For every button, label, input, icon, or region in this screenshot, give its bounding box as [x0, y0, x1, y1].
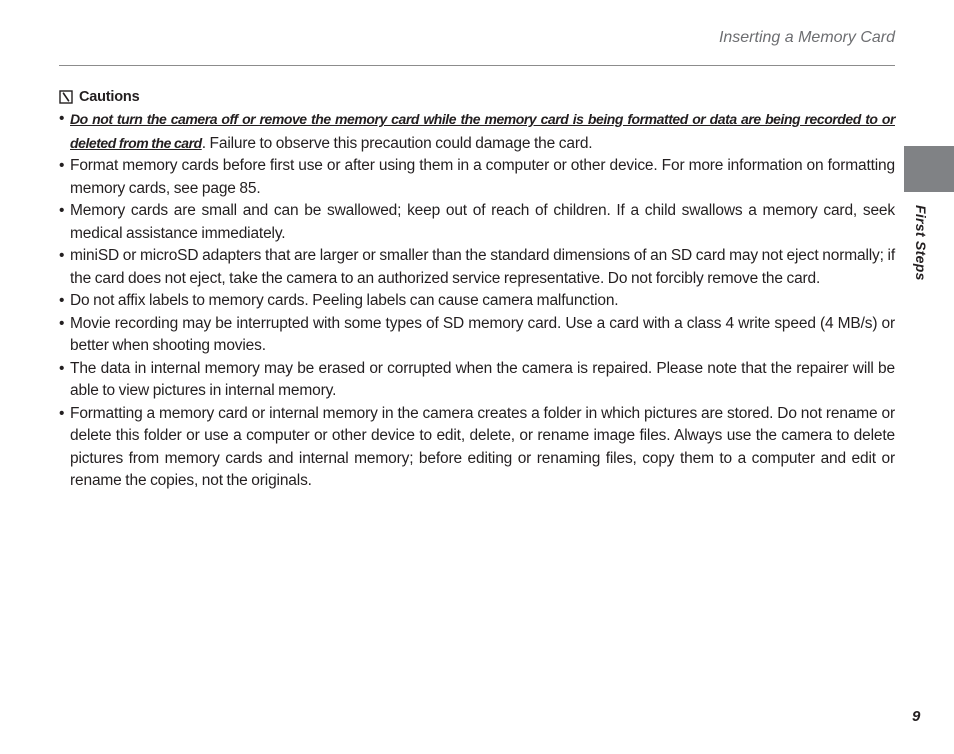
- list-item: [59, 200, 895, 245]
- chapter-label: First Steps: [913, 205, 929, 281]
- list-item: [59, 403, 895, 493]
- bullet: •: [59, 359, 65, 377]
- caution-text: Do not affix labels to memory cards. Peeling labels can cause camera malfunction.: [70, 292, 619, 309]
- caution-text: Formatting a memory card or internal memory in the camera creates a folder in which pictures are stored. Do not rename or delete this folder or use a computer or other device to edit, delete, or rename image files. Always use the camera to delete pictures from memory cards and internal memory; before editing or renaming files, copy them to a computer and edit or rename the copies, not the originals.: [70, 404, 895, 489]
- caution-text: The data in internal memory may be erased or corrupted when the camera is repaired. Please note that the repairer will be able to view pictures in internal memory.: [70, 359, 895, 399]
- caution-icon: [59, 90, 73, 104]
- caution-text: . Failure to observe this precaution could damage the card.: [201, 134, 593, 152]
- caution-text: Memory cards are small and can be swallowed; keep out of reach of children. If a child swallows a memory card, seek medical assistance immediately.: [70, 202, 895, 242]
- page-number: 9: [912, 708, 921, 725]
- bullet: •: [59, 404, 65, 422]
- cautions-list: [59, 108, 895, 493]
- bullet: •: [59, 202, 65, 219]
- caution-text: miniSD or microSD adapters that are larger or smaller than the standard dimensions of an SD card may not eject normally; if the card does not eject, take the camera to an authorized service representative. Do not forcibly remove the card.: [70, 247, 895, 287]
- list-item: [59, 155, 895, 200]
- cautions-heading: [59, 86, 895, 108]
- cautions-heading-text: Cautions: [79, 89, 140, 105]
- cautions-section: [59, 86, 895, 493]
- bullet: •: [59, 247, 65, 264]
- list-item: [59, 245, 895, 290]
- page-header-title: Inserting a Memory Card: [718, 29, 895, 46]
- list-item: [59, 313, 895, 358]
- bullet: •: [59, 292, 65, 309]
- chapter-tab: [904, 146, 954, 192]
- list-item: [59, 358, 895, 403]
- caution-emphasis: Do not turn the camera off or remove the memory card while the memory card is being formatted or data are being recorded to or deleted from the card: [70, 111, 895, 151]
- header-divider: [59, 65, 895, 66]
- bullet: •: [59, 110, 65, 127]
- list-item: [59, 290, 895, 313]
- caution-text: Format memory cards before first use or after using them in a computer or other device. For more information on formatting memory cards, see page 85.: [70, 157, 895, 197]
- bullet: •: [59, 314, 65, 332]
- bullet: •: [59, 157, 65, 174]
- caution-text: Movie recording may be interrupted with some types of SD memory card. Use a card with a class 4 write speed (4 MB/s) or better when shooting movies.: [70, 314, 895, 354]
- list-item: [59, 108, 895, 155]
